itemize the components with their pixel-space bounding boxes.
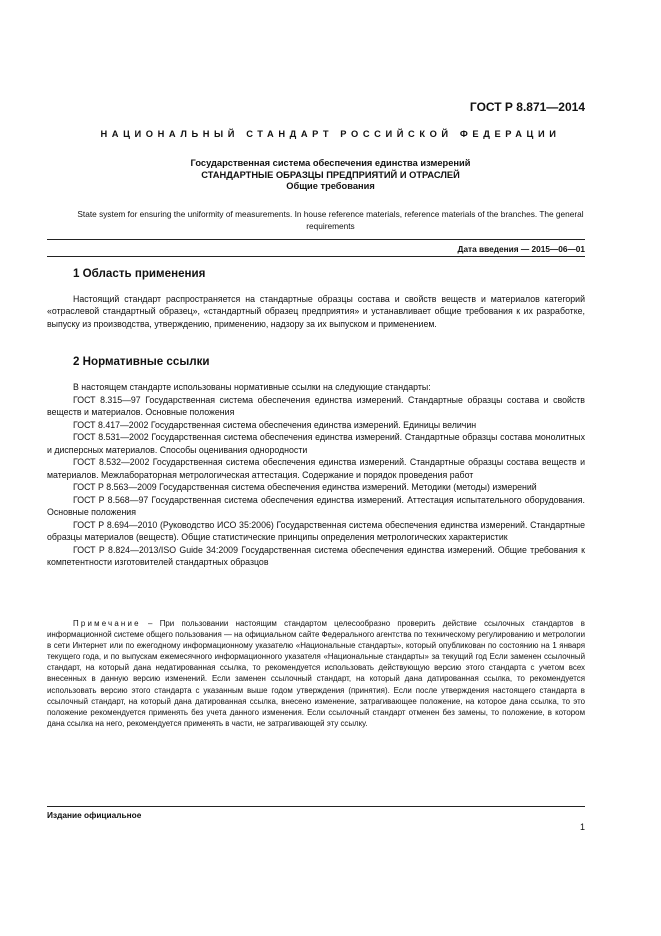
section-1-heading: 1 Область применения — [73, 267, 206, 280]
title-system: Государственная система обеспечения единства измерений — [190, 158, 471, 168]
title-block — [60, 158, 601, 193]
note — [47, 618, 585, 729]
title-subtitle: Общие требования — [286, 181, 375, 191]
document-code: ГОСТ Р 8.871—2014 — [469, 100, 585, 114]
references-intro: В настоящем стандарте использованы нормативные ссылки на следующие стандарты: — [73, 382, 431, 392]
reference-item: ГОСТ Р 8.824—2013/ISO Guide 34:2009 Государственная система обеспечения единства измерений. Общие требования к компетентности изготовителей стандартных образцов — [47, 544, 585, 567]
reference-item: ГОСТ Р 8.568—97 Государственная система обеспечения единства измерений. Аттестация испытательного оборудования. Основные положения — [47, 494, 585, 517]
divider-date — [47, 256, 585, 257]
divider-footer — [47, 806, 585, 807]
reference-item: ГОСТ 8.531—2002 Государственная система обеспечения единства измерений. Стандартные образцы состава монолитных и дисперсных материалов. Способы оценивания однородности — [47, 432, 585, 455]
section-1-paragraph: Настоящий стандарт распространяется на стандартные образцы состава и свойств веществ и материалов категорий «отраслевой стандартный образец», «стандартный образец предприятия» и устанавливает общие требования к их разработке, выпуску из производства, утверждению, применению, надзору за их выпуском и применением. — [47, 294, 585, 329]
note-text: – При пользовании настоящим стандартом целесообразно проверить действие ссылочных стандартов в информационной системе общего пользования — на официальном сайте Федерального агентства по техническому регулированию и метрологии в сети Интернет или по ежегодному информационному указателю «Национальные стандарты», который опубликован по состоянию на 1 января текущего года, и по выпускам ежемесячного информационного указателя «Национальные стандарты» за текущий год Если заменен ссылочный стандарт, на который дана недатированная ссылка, то рекомендуется использовать действующую версию этого стандарта с учетом всех внесенных в данную версию изменений. Если заменен ссылочный стандарт, на который дана датированная ссылка, то рекомендуется использовать версию этого стандарта с указанным выше годом утверждения (принятия). Если после утверждения настоящего стандарта в ссылочный стандарт, на который дана датированная ссылка, внесено изменение, затрагивающее положение, на которое дана ссылка, то это положение рекомендуется применять без учета данного изменения. Если ссылочный стандарт отменен без замены, то положение, в котором дана ссылка на него, рекомендуется применять в части, не затрагивающей эту ссылку. — [47, 619, 585, 728]
edition-label: Издание официальное — [47, 810, 142, 820]
note-label: Примечание — [73, 619, 141, 628]
page-number: 1 — [579, 822, 585, 832]
normative-references-list — [47, 381, 585, 569]
title-main: СТАНДАРТНЫЕ ОБРАЗЦЫ ПРЕДПРИЯТИЙ И ОТРАСЛЕЙ — [201, 169, 460, 180]
reference-item: ГОСТ Р 8.563—2009 Государственная система обеспечения единства измерений. Методики (методы) измерений — [73, 482, 537, 492]
divider-top — [47, 239, 585, 240]
section-2-heading: 2 Нормативные ссылки — [73, 355, 210, 368]
reference-item: ГОСТ 8.315—97 Государственная система обеспечения единства измерений. Стандартные образцы состава и свойств веществ и материалов. Основные положения — [47, 394, 585, 417]
introduction-date: Дата введения — 2015—06—01 — [457, 244, 585, 254]
reference-item: ГОСТ 8.532—2002 Государственная система обеспечения единства измерений. Стандартные образцы состава веществ и материалов. Межлабораторная метрологическая аттестация. Содержание и порядок проведения работ — [47, 457, 585, 480]
title-english: State system for ensuring the uniformity of measurements. In house reference materials, reference materials of the branches. The general requirements — [77, 209, 584, 231]
section-1-body — [47, 293, 585, 330]
reference-item: ГОСТ 8.417—2002 Государственная система обеспечения единства измерений. Единицы величин — [73, 419, 477, 430]
national-standard-banner: НАЦИОНАЛЬНЫЙ СТАНДАРТ РОССИЙСКОЙ ФЕДЕРАЦИИ — [100, 129, 561, 139]
reference-item: ГОСТ Р 8.694—2010 (Руководство ИСО 35:2006) Государственная система обеспечения единства измерений. Стандартные образцы материалов (веществ). Общие статистические принципы определения метрологических характеристик — [47, 519, 585, 542]
